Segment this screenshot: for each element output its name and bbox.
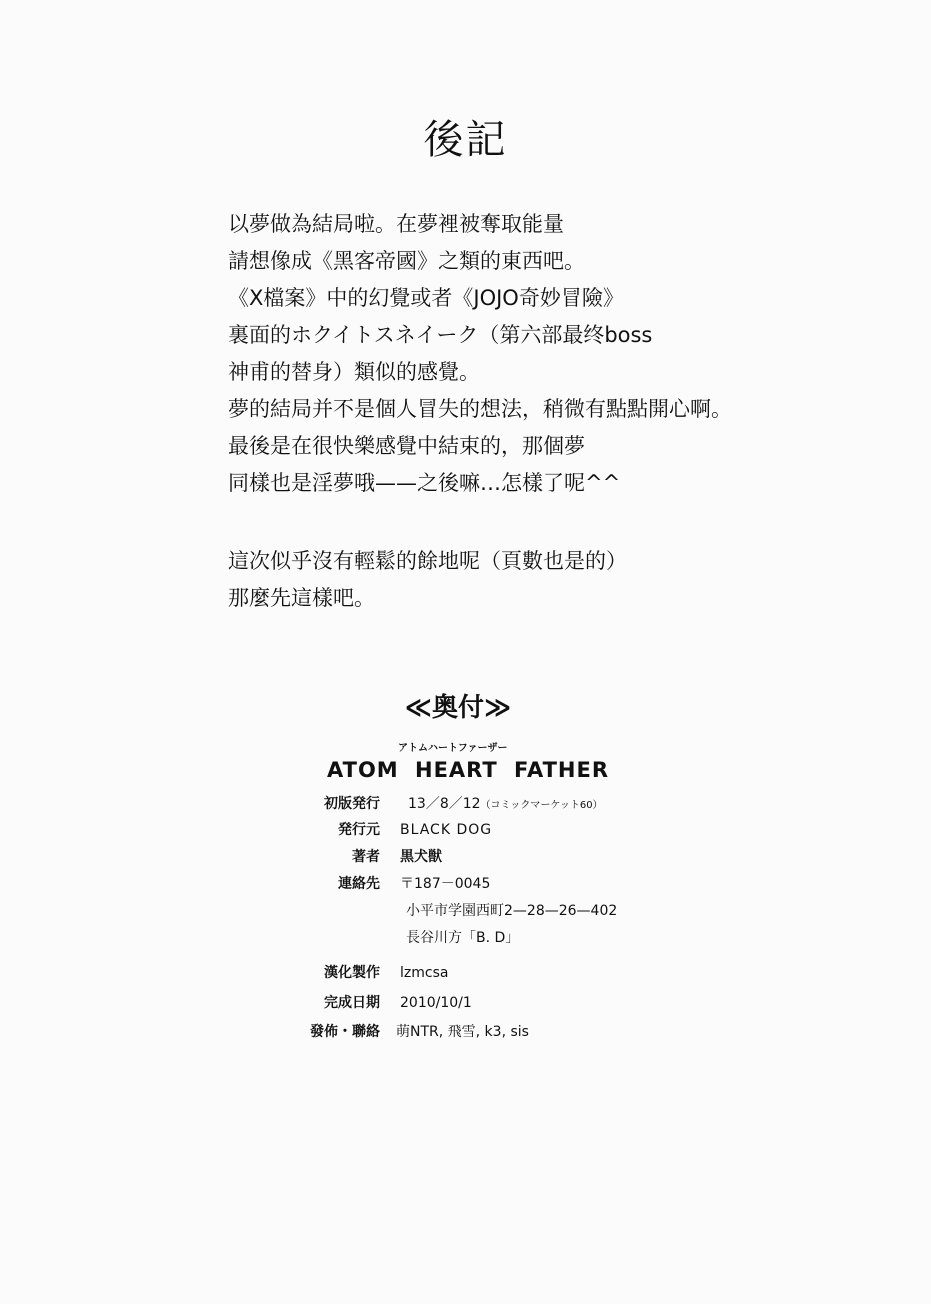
text-line: 請想像成《黑客帝國》之類的東西吧。	[228, 249, 585, 273]
row-note: （コミックマーケット60）	[480, 800, 603, 811]
text-line: 最後是在很快樂感覺中結束的，那個夢	[228, 434, 585, 458]
text-line: 同樣也是淫夢哦——之後嘛…怎樣了呢^^	[228, 471, 621, 495]
text-line: 這次似乎沒有輕鬆的餘地呢（頁數也是的）	[228, 549, 627, 573]
row-value-text: 13／8／12	[408, 796, 481, 812]
row-label: 發佈・聯絡	[310, 1024, 380, 1040]
row-label: 完成日期	[324, 995, 380, 1011]
afterword-paragraph-1	[228, 206, 878, 502]
text-line: 夢的結局并不是個人冒失的想法，稍微有點點開心啊。	[228, 397, 732, 421]
row-label: 連絡先	[338, 876, 380, 892]
afterword-paragraph-2	[228, 543, 878, 617]
row-label: 漢化製作	[324, 965, 380, 981]
care-of-line: 長谷川方「B. D」	[406, 930, 520, 946]
row-value: BLACK DOG	[400, 822, 493, 838]
title-ruby: アトムハートファーザー	[398, 743, 508, 754]
row-label: 発行元	[338, 822, 380, 838]
text-line: 神甫的替身）類似的感覺。	[228, 360, 480, 384]
afterword-title: 後記	[423, 117, 508, 163]
work-title: ATOM HEART FATHER	[327, 758, 610, 782]
text-line: 以夢做為結局啦。在夢裡被奪取能量	[228, 212, 564, 236]
address-line: 小平市学園西町2—28—26—402	[406, 903, 618, 919]
text-line: 《X檔案》中的幻覺或者《JOJO奇妙冒險》	[228, 286, 624, 310]
colophon-heading: ≪奥付≫	[404, 693, 512, 723]
row-value: 黒犬獣	[400, 849, 442, 865]
row-value	[408, 794, 603, 816]
row-value: lzmcsa	[400, 965, 449, 981]
row-label: 著者	[352, 849, 380, 865]
text-line: 裏面的ホクイトスネイーク（第六部最终boss	[228, 323, 653, 347]
row-value: 〒187－0045	[400, 876, 491, 892]
row-value: 萌NTR, 飛雪, k3, sis	[396, 1024, 529, 1040]
row-label: 初版発行	[324, 796, 380, 812]
text-line: 那麼先這樣吧。	[228, 586, 375, 610]
row-value: 2010/10/1	[400, 995, 472, 1011]
